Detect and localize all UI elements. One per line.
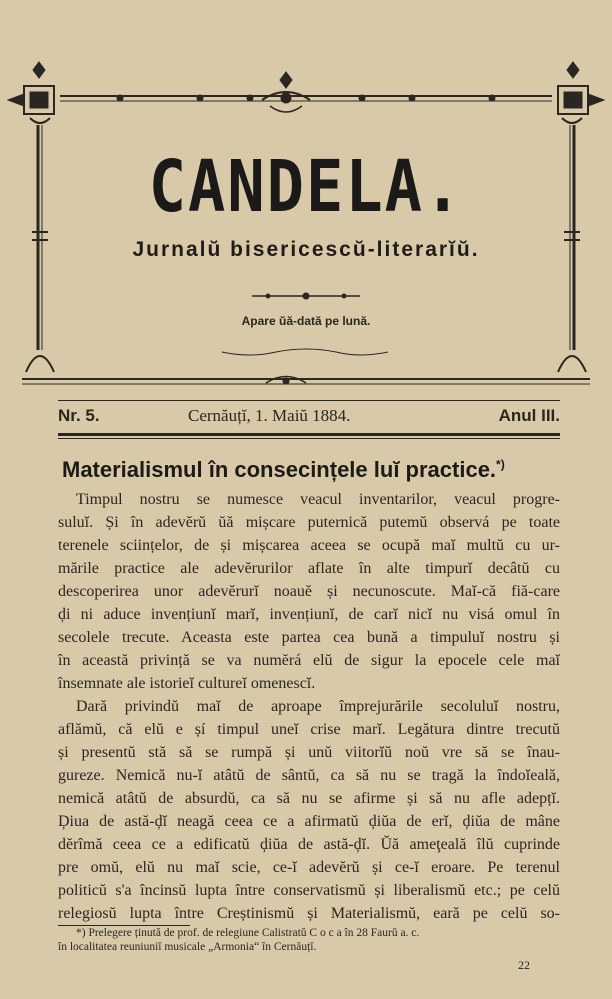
article-line: politicŭ s'a încinsŭ lupta între conservatismŭ și liberalismŭ etc.; pe celŭ [58, 882, 560, 899]
issue-info-bar [58, 404, 560, 430]
journal-subtitle: Jurnalŭ bisericescŭ-literarĭŭ. [132, 238, 480, 261]
article-line: însemnate ale istorieĭ cultureĭ omenescĭ. [58, 675, 316, 692]
issue-year: Anul III. [498, 406, 560, 425]
article-line: aflămŭ, că elŭ e șí timpul uneĭ crise marĭ. Legătura dintre trecutŭ [58, 721, 560, 738]
article-line: terenele sciințelor, de și mișcarea aceea se ocupă maĭ multŭ cu ur- [58, 537, 560, 554]
article-title-text: Materialismul în consecințele luĭ practice. [62, 457, 497, 482]
article-line: Dară privindŭ maĭ de aproape împrejurările secoluluĭ nostru, [76, 698, 560, 715]
issue-number: Nr. 5. [58, 406, 100, 425]
article-line: relegiosŭ lupta între Creștinismŭ și Materialismŭ, eară pe celŭ so- [58, 905, 560, 922]
header-rule [58, 400, 560, 401]
article-line: nemică atâtŭ de absurdŭ, ca să nu se afirme și să nu afle adepțĭ. [58, 790, 560, 807]
journal-title: CANDELA. [148, 144, 464, 229]
article-line: mările practice ale adevĕrurilor aflate în alte timpurĭ decâtŭ cu [58, 560, 560, 577]
article-line: secolele trecute. Aceasta este partea cea bună a timpuluĭ nostru și [58, 629, 560, 646]
article-line: gureze. Nemică nu-ĭ atâtŭ de sântŭ, ca să nu se tragă la îndoĭeală, [58, 767, 560, 784]
footnote-line: *) Prelegere ținută de prof. de relegiune Calistratŭ C o c a în 28 Faurŭ a. c. [76, 927, 420, 939]
issue-date: Cernăuțĭ, 1. Maiŭ 1884. [188, 406, 351, 425]
publication-frequency: Apare ŭă-dată pe lună. [241, 314, 371, 328]
article-line: ḑi ni aduce invențiunĭ marĭ, invențiunĭ, de carĭ nicĭ nu visá omul în [58, 606, 560, 623]
article-line: descoperirea unor adevĕrurĭ noauĕ și necunoscute. Maĭ-că fiă-care [58, 583, 560, 600]
article-line: dĕrîmă ceea ce a edificatŭ ḑiŭa de astă-ḑĭ. Ŭă ameţeală îlŭ cuprinde [58, 836, 560, 853]
article-line: Ḑiua de astă-ḑĭ neagă ceea ce a afirmatŭ ḑiŭa de erĭ, ḑiŭa de mâne [58, 813, 560, 830]
footnote-line: în localitatea reuniuniĭ musicale „Armonia“ în Cernăuțĭ. [58, 941, 317, 953]
article-title [62, 457, 505, 483]
article-line: Timpul nostru se numesce veacul inventarilor, veacul progre- [76, 491, 560, 508]
article-line: suluĭ. Și în adevĕrŭ ŭă mișcare puternică putemŭ observá pe toate [58, 514, 560, 531]
article-line: și presentŭ stă să se rumpă și unŭ viitorĭŭ noŭ vre să se înau- [58, 744, 560, 761]
footnote-marker: *) [496, 457, 505, 472]
issue-rule-thick [58, 433, 560, 436]
issue-rule-thin [58, 438, 560, 439]
article-line: pre omŭ, elŭ nu maĭ scie, ce-ĭ adevĕrŭ și ce-ĭ eroare. Pe terenul [58, 859, 560, 876]
page-number: 22 [518, 958, 530, 972]
article-line: în această privință se va numĕrá elŭ de sigur la epocele cele maĭ [58, 652, 560, 669]
